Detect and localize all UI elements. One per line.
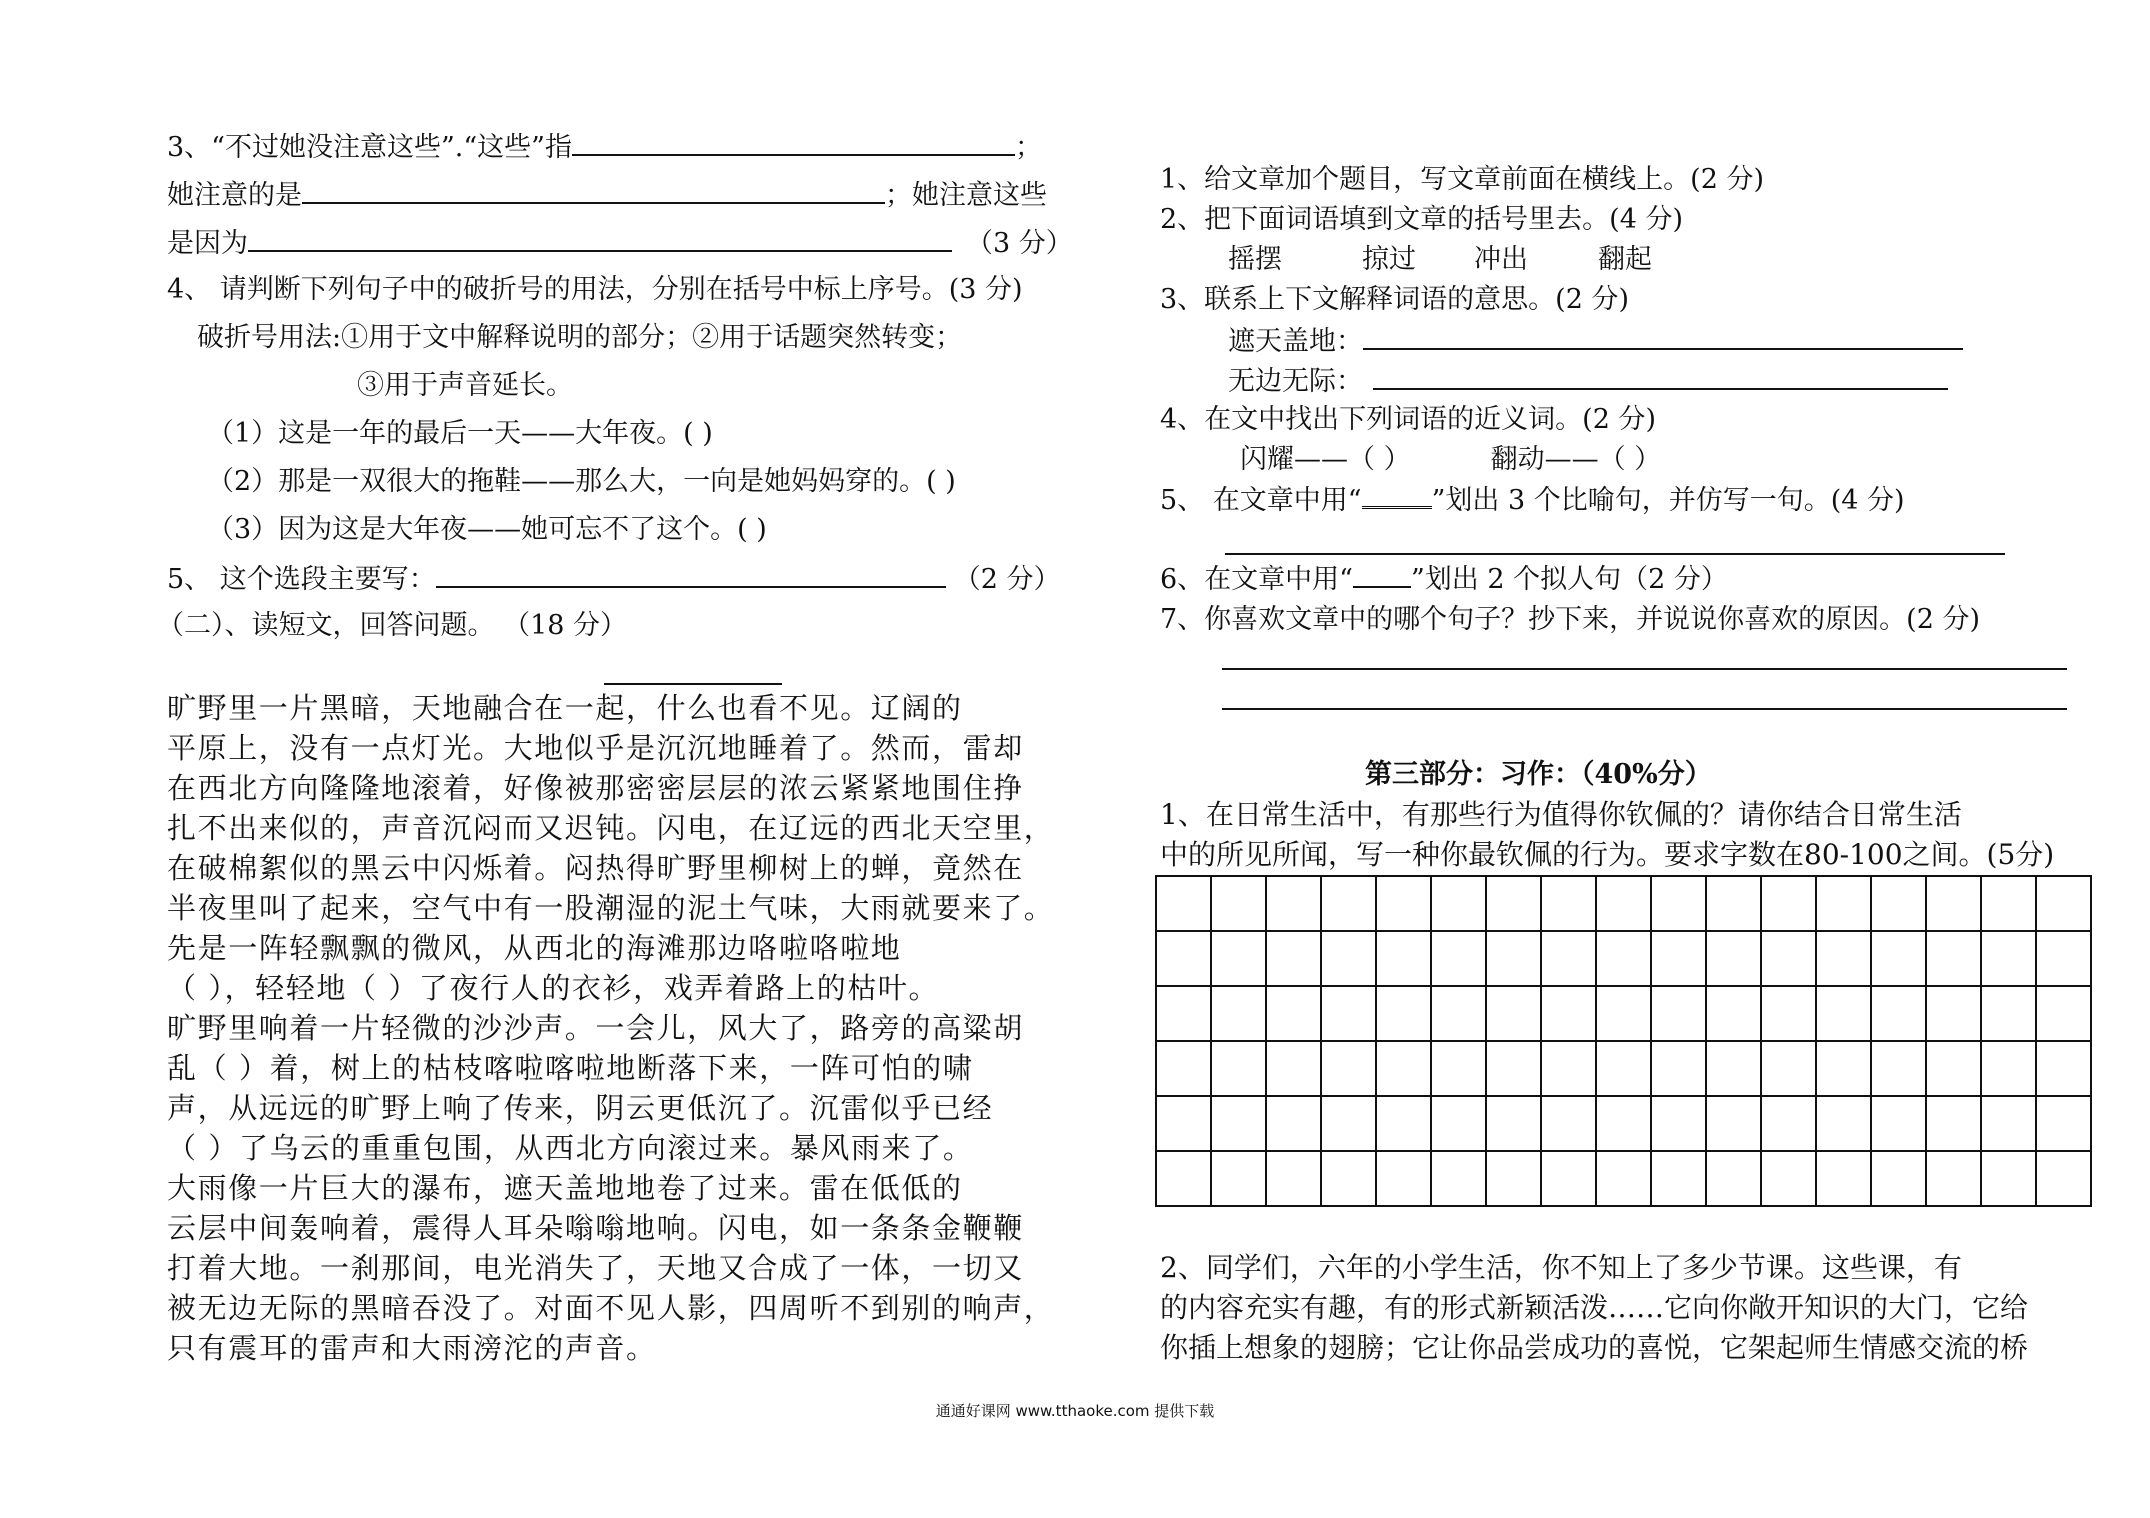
passage-line: 平原上，没有一点灯光。大地似乎是沉沉地睡着了。然而，雷却 [167, 731, 1024, 765]
passage-line: 旷野里响着一片轻微的沙沙声。一会儿，风大了，路旁的高粱胡 [167, 1011, 1024, 1045]
grid-cell[interactable] [1871, 1151, 1926, 1206]
define-word-2: 无边无际： [1228, 362, 1948, 400]
grid-cell[interactable] [1926, 1096, 1981, 1151]
grid-cell[interactable] [1871, 1041, 1926, 1096]
question-3-line-2: 她注意的是 ；她注意这些 [167, 176, 1047, 214]
answer-blank[interactable] [1363, 322, 1963, 350]
word-1: 摇摆 [1228, 244, 1282, 275]
grid-cell[interactable] [1706, 1151, 1761, 1206]
grid-cell[interactable] [1981, 876, 2036, 931]
sentence-3: （3）因为这是大年夜——她可忘不了这个。( ) [207, 514, 767, 545]
part-3-heading: 第三部分：习作：（40%分） [1365, 759, 1712, 790]
grid-cell[interactable] [1926, 1041, 1981, 1096]
right-question-2: 2、把下面词语填到文章的括号里去。(4 分) [1160, 204, 1684, 235]
passage-line: 旷野里一片黑暗，天地融合在一起，什么也看不见。辽阔的 [167, 691, 963, 725]
passage-line: 声，从远远的旷野上响了传来，阴云更低沉了。沉雷似乎已经 [167, 1091, 994, 1125]
question-4: 4、 请判断下列句子中的破折号的用法，分别在括号中标上序号。(3 分) [167, 274, 1023, 305]
grid-cell[interactable] [1266, 1151, 1321, 1206]
straight-line-icon [1353, 562, 1411, 588]
grid-cell[interactable] [1266, 931, 1321, 986]
grid-cell[interactable] [1376, 1041, 1431, 1096]
writing-grid[interactable] [1155, 875, 2092, 1207]
grid-cell[interactable] [1211, 1041, 1266, 1096]
grid-cell[interactable] [1431, 931, 1486, 986]
grid-cell[interactable] [2036, 1096, 2091, 1151]
passage-line: 大雨像一片巨大的瀑布，遮天盖地地卷了过来。雷在低低的 [167, 1171, 963, 1205]
writing-1-line-2: 中的所见所闻，写一种你最钦佩的行为。要求字数在80-100之间。(5分) [1160, 838, 2055, 871]
grid-row [1156, 1151, 2091, 1206]
grid-cell[interactable] [2036, 876, 2091, 931]
grid-cell[interactable] [1761, 986, 1816, 1041]
grid-cell[interactable] [1541, 986, 1596, 1041]
grid-cell[interactable] [1266, 1096, 1321, 1151]
answer-line[interactable] [1222, 668, 2067, 670]
grid-cell[interactable] [1651, 1151, 1706, 1206]
grid-cell[interactable] [1156, 931, 1211, 986]
grid-cell[interactable] [1706, 1096, 1761, 1151]
grid-cell[interactable] [1816, 931, 1871, 986]
grid-cell[interactable] [1871, 876, 1926, 931]
passage-line: 先是一阵轻飘飘的微风，从西北的海滩那边咯啦咯啦地 [167, 931, 902, 965]
passage-line: 在破棉絮似的黑云中闪烁着。闷热得旷野里柳树上的蝉，竟然在 [167, 851, 1024, 885]
word-4: 翻起 [1598, 244, 1652, 275]
grid-cell[interactable] [1541, 931, 1596, 986]
grid-cell[interactable] [1376, 1151, 1431, 1206]
grid-cell[interactable] [1431, 1151, 1486, 1206]
grid-cell[interactable] [1761, 876, 1816, 931]
answer-blank[interactable] [248, 224, 952, 252]
grid-cell[interactable] [1541, 1151, 1596, 1206]
writing-2-line-3: 你插上想象的翅膀；它让你品尝成功的喜悦，它架起师生情感交流的桥 [1160, 1331, 2029, 1364]
grid-cell[interactable] [2036, 986, 2091, 1041]
right-question-3: 3、联系上下文解释词语的意思。(2 分) [1160, 284, 1630, 315]
grid-cell[interactable] [1486, 876, 1541, 931]
grid-cell[interactable] [1651, 1096, 1706, 1151]
answer-blank[interactable] [436, 560, 946, 588]
word-bank [1228, 242, 1652, 278]
right-question-6: 6、在文章中用“ ”划出 2 个拟人句（2 分） [1160, 564, 1728, 595]
grid-cell[interactable] [1156, 876, 1211, 931]
grid-cell[interactable] [1431, 986, 1486, 1041]
grid-cell[interactable] [1376, 986, 1431, 1041]
grid-cell[interactable] [1266, 1041, 1321, 1096]
passage-line: 打着大地。一刹那间，电光消失了，天地又合成了一体，一切又 [167, 1251, 1024, 1285]
grid-cell[interactable] [2036, 1041, 2091, 1096]
question-5: 5、 这个选段主要写： （2 分） [167, 560, 1061, 598]
grid-cell[interactable] [1651, 1041, 1706, 1096]
grid-cell[interactable] [1816, 1041, 1871, 1096]
passage-line: 乱（ ）着，树上的枯枝喀啦喀啦地断落下来，一阵可怕的啸 [167, 1051, 974, 1085]
dash-usage-2: ③用于声音延长。 [357, 370, 573, 401]
right-question-4: 4、在文中找出下列词语的近义词。(2 分) [1160, 404, 1657, 435]
grid-cell[interactable] [1761, 1096, 1816, 1151]
grid-cell[interactable] [1761, 1041, 1816, 1096]
grid-cell[interactable] [1266, 986, 1321, 1041]
passage-line: （ ），轻轻地（ ）了夜行人的衣衫，戏弄着路上的枯叶。 [167, 971, 940, 1005]
footer-credit: 通通好课网 www.tthaoke.com 提供下载 [935, 1402, 1215, 1420]
grid-cell[interactable] [1211, 986, 1266, 1041]
grid-cell[interactable] [1156, 986, 1211, 1041]
title-blank-line[interactable] [604, 683, 782, 685]
grid-cell[interactable] [1651, 876, 1706, 931]
word-3: 冲出 [1474, 244, 1528, 275]
passage-line: 半夜里叫了起来，空气中有一股潮湿的泥土气味，大雨就要来了。 [167, 891, 1055, 925]
grid-cell[interactable] [1156, 1151, 1211, 1206]
grid-cell[interactable] [1981, 1151, 2036, 1206]
grid-cell[interactable] [1321, 1096, 1376, 1151]
writing-1-line-1: 1、在日常生活中，有那些行为值得你钦佩的？请你结合日常生活 [1160, 798, 1962, 831]
grid-cell[interactable] [1211, 1151, 1266, 1206]
grid-cell[interactable] [1871, 986, 1926, 1041]
grid-cell[interactable] [1376, 931, 1431, 986]
writing-2-line-2: 的内容充实有趣，有的形式新颖活泼……它向你敞开知识的大门，它给 [1160, 1291, 2029, 1324]
synonym-row: 闪耀——（ ） 翻动——（ ） [1240, 444, 1662, 475]
grid-cell[interactable] [1486, 1096, 1541, 1151]
grid-cell[interactable] [1431, 876, 1486, 931]
grid-row [1156, 931, 2091, 986]
writing-2-line-1: 2、同学们，六年的小学生活，你不知上了多少节课。这些课，有 [1160, 1251, 1962, 1284]
grid-cell[interactable] [1596, 1041, 1651, 1096]
grid-cell[interactable] [1871, 1096, 1926, 1151]
section-2-heading: （二）、读短文，回答问题。 （18 分） [157, 610, 628, 641]
grid-row [1156, 1041, 2091, 1096]
word-2: 掠过 [1362, 244, 1416, 275]
wavy-line-icon [1362, 482, 1432, 509]
grid-cell[interactable] [1651, 931, 1706, 986]
passage-line: 只有震耳的雷声和大雨滂沱的声音。 [167, 1331, 657, 1365]
grid-cell[interactable] [1431, 1041, 1486, 1096]
grid-cell[interactable] [1816, 876, 1871, 931]
grid-cell[interactable] [1541, 876, 1596, 931]
answer-blank[interactable] [1373, 362, 1948, 390]
grid-cell[interactable] [1871, 931, 1926, 986]
grid-cell[interactable] [1981, 1041, 2036, 1096]
grid-cell[interactable] [1321, 986, 1376, 1041]
grid-cell[interactable] [2036, 931, 2091, 986]
right-question-5: 5、 在文章中用“ ”划出 3 个比喻句，并仿写一句。(4 分) [1160, 482, 1905, 519]
grid-cell[interactable] [1596, 1151, 1651, 1206]
question-3-line-3: 是因为 （3 分） [167, 224, 1073, 262]
grid-cell[interactable] [1486, 986, 1541, 1041]
grid-row [1156, 1096, 2091, 1151]
answer-blank[interactable] [302, 176, 885, 204]
grid-cell[interactable] [1486, 931, 1541, 986]
grid-cell[interactable] [1541, 1096, 1596, 1151]
sentence-1: （1）这是一年的最后一天——大年夜。( ) [207, 418, 713, 449]
grid-cell[interactable] [1926, 986, 1981, 1041]
grid-cell[interactable] [1596, 931, 1651, 986]
grid-cell[interactable] [1816, 1096, 1871, 1151]
grid-cell[interactable] [1321, 876, 1376, 931]
passage-line: （ ）了乌云的重重包围，从西北方向滚过来。暴风雨来了。 [167, 1131, 974, 1165]
grid-cell[interactable] [1211, 931, 1266, 986]
passage-line: 被无边无际的黑暗吞没了。对面不见人影，四周听不到别的响声， [167, 1291, 1055, 1325]
grid-row [1156, 986, 2091, 1041]
grid-cell[interactable] [1816, 986, 1871, 1041]
grid-cell[interactable] [1981, 1096, 2036, 1151]
grid-cell[interactable] [1761, 931, 1816, 986]
grid-cell[interactable] [1211, 1096, 1266, 1151]
grid-cell[interactable] [1761, 1151, 1816, 1206]
answer-line[interactable] [1222, 708, 2067, 710]
grid-cell[interactable] [1706, 1041, 1761, 1096]
grid-cell[interactable] [1266, 876, 1321, 931]
passage-line: 云层中间轰响着，震得人耳朵嗡嗡地响。闪电，如一条条金鞭鞭 [167, 1211, 1024, 1245]
grid-cell[interactable] [1376, 1096, 1431, 1151]
grid-cell[interactable] [1486, 1041, 1541, 1096]
grid-cell[interactable] [2036, 1151, 2091, 1206]
grid-cell[interactable] [1156, 1041, 1211, 1096]
answer-line[interactable] [1225, 553, 2005, 555]
grid-cell[interactable] [1981, 986, 2036, 1041]
right-question-1: 1、给文章加个题目，写文章前面在横线上。(2 分) [1160, 164, 1765, 195]
grid-cell[interactable] [1486, 1151, 1541, 1206]
grid-cell[interactable] [1981, 931, 2036, 986]
grid-row [1156, 876, 2091, 931]
question-3-line-1: 3、“不过她没注意这些”.“这些”指 ； [167, 128, 1042, 166]
grid-cell[interactable] [1541, 1041, 1596, 1096]
sentence-2: （2）那是一双很大的拖鞋——那么大，一向是她妈妈穿的。( ) [207, 466, 956, 497]
grid-cell[interactable] [1596, 986, 1651, 1041]
grid-cell[interactable] [1596, 1096, 1651, 1151]
grid-cell[interactable] [1926, 931, 1981, 986]
passage-line: 在西北方向隆隆地滚着，好像被那密密层层的浓云紧紧地围住挣 [167, 771, 1024, 805]
grid-cell[interactable] [1321, 1041, 1376, 1096]
right-question-7: 7、你喜欢文章中的哪个句子？抄下来，并说说你喜欢的原因。(2 分) [1160, 604, 1981, 635]
grid-cell[interactable] [1321, 1151, 1376, 1206]
dash-usage-1: 破折号用法:①用于文中解释说明的部分；②用于话题突然转变； [197, 322, 963, 353]
grid-cell[interactable] [1926, 876, 1981, 931]
grid-cell[interactable] [1706, 876, 1761, 931]
define-word-1: 遮天盖地： [1228, 322, 1963, 360]
grid-cell[interactable] [1706, 986, 1761, 1041]
answer-blank[interactable] [572, 128, 1015, 156]
grid-cell[interactable] [1596, 876, 1651, 931]
grid-cell[interactable] [1431, 1096, 1486, 1151]
grid-cell[interactable] [1376, 876, 1431, 931]
grid-cell[interactable] [1926, 1151, 1981, 1206]
grid-cell[interactable] [1156, 1096, 1211, 1151]
grid-cell[interactable] [1211, 876, 1266, 931]
grid-cell[interactable] [1816, 1151, 1871, 1206]
grid-cell[interactable] [1321, 931, 1376, 986]
grid-cell[interactable] [1706, 931, 1761, 986]
grid-cell[interactable] [1651, 986, 1706, 1041]
passage-line: 扎不出来似的，声音沉闷而又迟钝。闪电，在辽远的西北天空里， [167, 811, 1055, 845]
